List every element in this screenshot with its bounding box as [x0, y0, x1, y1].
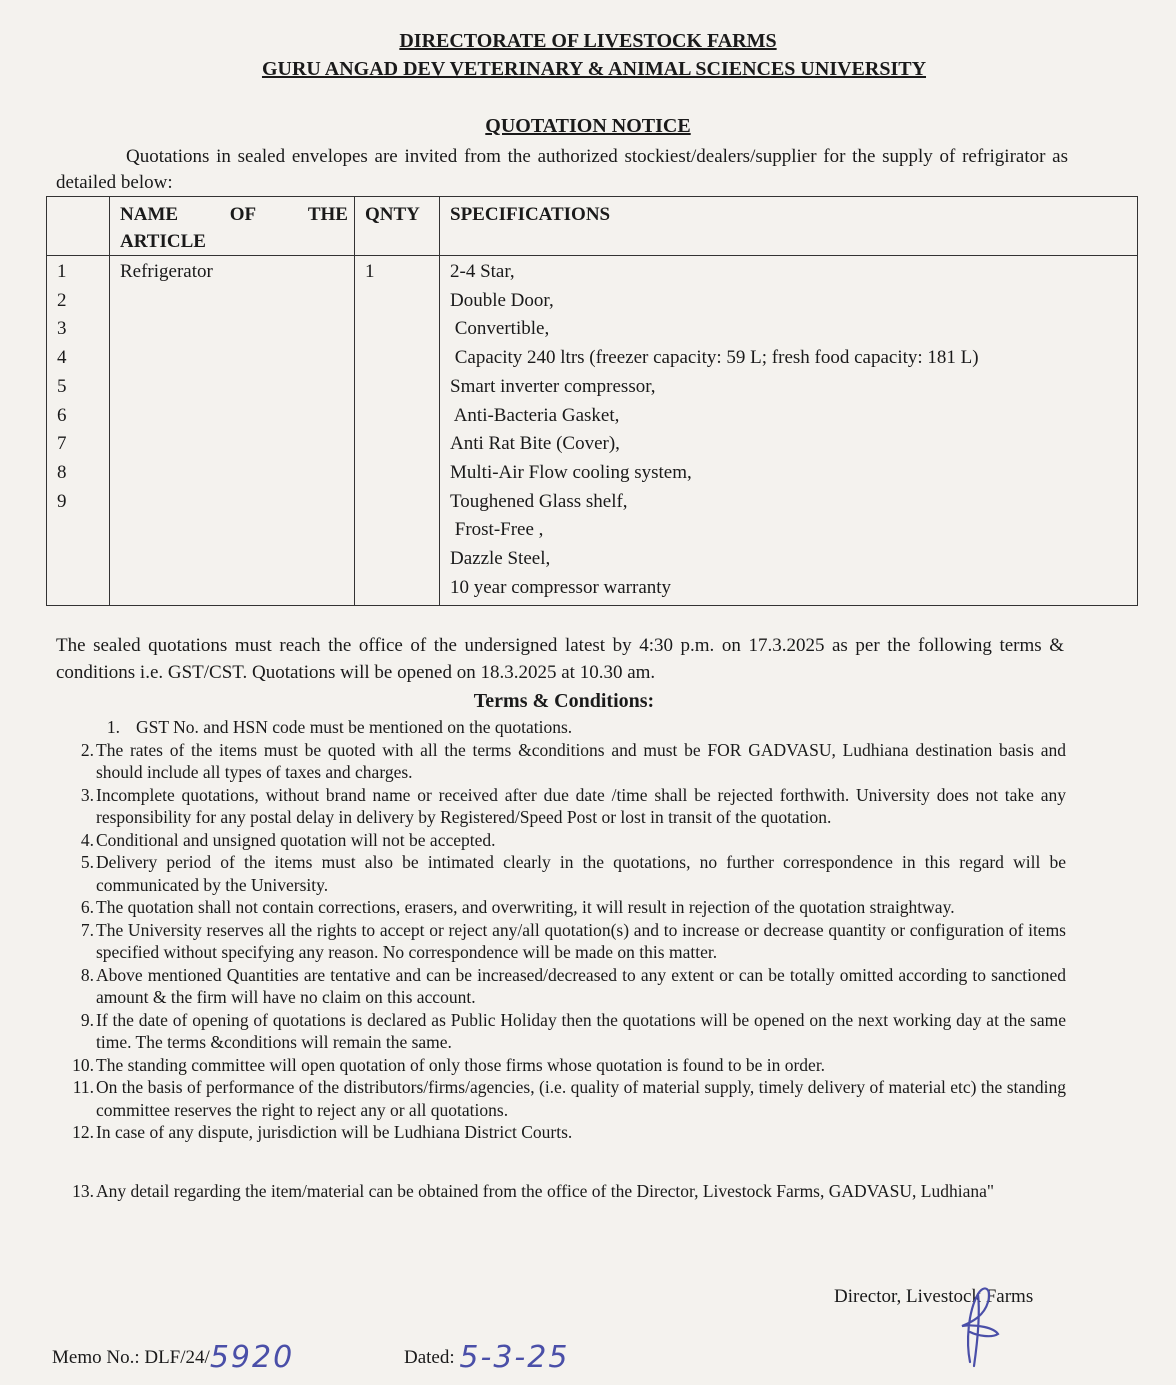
serial-number: 2	[57, 289, 67, 311]
term-number: 11.	[72, 1077, 94, 1097]
memo-handwritten-number: 5920	[209, 1340, 295, 1375]
term-number: 5.	[80, 852, 94, 872]
serial-number: 3	[57, 318, 67, 340]
directorate-heading: DIRECTORATE OF LIVESTOCK FARMS	[399, 30, 777, 52]
term-item	[56, 1180, 1066, 1203]
serial-number: 7	[57, 433, 67, 455]
specification-line: Toughened Glass shelf,	[450, 490, 628, 512]
term-text: The quotation shall not contain corrections, erasers, and overwriting, it will result in rejection of the quotation straightway.	[96, 897, 955, 917]
term-number: 3.	[80, 784, 94, 805]
serial-number: 1	[57, 261, 67, 282]
table-header-row	[47, 197, 1138, 256]
term-item	[56, 1009, 1066, 1054]
specification-line: Frost-Free ,	[450, 519, 544, 541]
serial-number: 5	[57, 375, 67, 397]
specification-line: Dazzle Steel,	[450, 548, 551, 570]
memo-label: Memo No.: DLF/24/	[52, 1347, 210, 1368]
term-number: 10.	[72, 1054, 94, 1075]
term-text: The rates of the items must be quoted with all the terms &conditions and must be FOR GADVASU, Ludhiana destination basis and should include all types of taxes and charges.	[96, 739, 1066, 782]
article-header-word: OF	[229, 204, 257, 225]
table-row	[47, 256, 1138, 606]
specification-line: Capacity 240 ltrs (freezer capacity: 59 L; fresh food capacity: 181 L)	[450, 347, 979, 369]
university-heading: GURU ANGAD DEV VETERINARY & ANIMAL SCIENCES UNIVERSITY	[261, 58, 927, 80]
terms-list	[56, 716, 1066, 1202]
serial-cell	[47, 256, 110, 606]
submission-paragraph: The sealed quotations must reach the office of the undersigned latest by 4:30 p.m. on 17.3.2025 as per the following terms & conditions i.e. GST/CST. Quotations will be opened on 18.3.2025 at 10.30 am.	[56, 635, 1064, 683]
serial-number: 4	[57, 347, 67, 369]
terms-title: Terms & Conditions:	[473, 690, 655, 712]
term-item	[56, 1076, 1066, 1121]
term-text: GST No. and HSN code must be mentioned on the quotations.	[136, 717, 573, 737]
specification-line: Anti-Bacteria Gasket,	[450, 404, 620, 426]
dated	[404, 1340, 569, 1375]
term-item	[56, 829, 1066, 852]
specifications-cell	[440, 256, 1138, 606]
serial-number: 6	[57, 404, 67, 426]
quantity-cell	[355, 256, 440, 606]
specification-line: Double Door,	[450, 289, 554, 311]
notice-title: QUOTATION NOTICE	[485, 115, 691, 137]
term-number: 8.	[80, 964, 94, 985]
article-header	[110, 197, 355, 256]
specification-line: Anti Rat Bite (Cover),	[450, 433, 620, 455]
term-text: The standing committee will open quotation of only those firms whose quotation is found to be in order.	[96, 1054, 826, 1075]
term-text: Conditional and unsigned quotation will not be accepted.	[96, 829, 496, 850]
term-number: 1.	[106, 717, 120, 737]
term-text: The University reserves all the rights to accept or reject any/all quotation(s) and to increase or decrease quantity or configuration of items specified without specifying any reason. No correspondence will be made on this matter.	[96, 919, 1066, 962]
dated-label: Dated:	[404, 1347, 455, 1368]
specification-line: Convertible,	[450, 318, 550, 340]
term-number: 6.	[80, 897, 94, 917]
specification-line: 10 year compressor warranty	[450, 576, 672, 598]
term-number: 2.	[80, 739, 94, 760]
term-item	[56, 964, 1066, 1009]
term-text: Any detail regarding the item/material can be obtained from the office of the Director, Livestock Farms, GADVASU, Ludhiana"	[96, 1180, 995, 1201]
handwritten-signature	[948, 1282, 1008, 1372]
article-header-word: ARTICLE	[120, 231, 206, 252]
specification-line: Smart inverter compressor,	[450, 375, 656, 397]
serial-header	[47, 197, 110, 256]
term-number: 4.	[80, 829, 94, 850]
article-cell	[110, 256, 355, 606]
intro-paragraph: Quotations in sealed envelopes are invited from the authorized stockiest/dealers/supplier for the supply of refrigirator as detailed below:	[56, 146, 1068, 193]
items-table	[46, 196, 1138, 606]
term-text: On the basis of performance of the distributors/firms/agencies, (i.e. quality of material supply, timely delivery of material etc) the standing committee reserves the right to reject any or all quotations.	[96, 1077, 1066, 1120]
term-item	[56, 784, 1066, 829]
term-number: 12.	[72, 1122, 94, 1142]
specification-line: Multi-Air Flow cooling system,	[450, 461, 692, 483]
term-text: Incomplete quotations, without brand name or received after due date /time shall be rejected forthwith. University does not take any responsibility for any postal delay in delivery by Registered/Speed Post or lost in transit of the quotation.	[96, 784, 1066, 827]
signature-designation: Director, Livestock Farms	[834, 1286, 1034, 1307]
term-text: If the date of opening of quotations is declared as Public Holiday then the quotations will be opened on the next working day at the same time. The terms &conditions will remain the same.	[96, 1009, 1066, 1052]
dated-handwritten-value: 5-3-25	[459, 1340, 570, 1375]
article-header-word: NAME	[120, 204, 179, 225]
specifications-header: SPECIFICATIONS	[440, 197, 1138, 256]
term-item	[56, 919, 1066, 964]
term-item	[56, 896, 1066, 919]
term-item	[56, 739, 1066, 784]
term-item	[56, 1054, 1066, 1077]
term-text: Delivery period of the items must also be intimated clearly in the quotations, no further correspondence in this regard will be communicated by the University.	[96, 852, 1066, 895]
term-text: Above mentioned Quantities are tentative and can be increased/decreased to any extent or can be totally omitted according to sanctioned amount & the firm will have no claim on this account.	[96, 964, 1066, 1007]
quantity-value: 1	[365, 261, 375, 282]
memo-number	[52, 1340, 294, 1375]
quantity-header: QNTY	[355, 197, 440, 256]
article-header-word: THE	[307, 204, 348, 225]
serial-number: 9	[57, 490, 67, 512]
article-name: Refrigerator	[120, 261, 213, 282]
serial-number: 8	[57, 461, 67, 483]
term-item	[56, 851, 1066, 896]
term-number: 7.	[80, 919, 94, 940]
term-item	[56, 1121, 1066, 1144]
specification-line: 2-4 Star,	[450, 261, 515, 282]
term-text: In case of any dispute, jurisdiction will be Ludhiana District Courts.	[96, 1122, 573, 1142]
term-item	[56, 716, 1066, 739]
terms-spacer	[56, 1144, 1066, 1180]
term-number: 13.	[72, 1180, 94, 1201]
term-number: 9.	[80, 1009, 94, 1030]
